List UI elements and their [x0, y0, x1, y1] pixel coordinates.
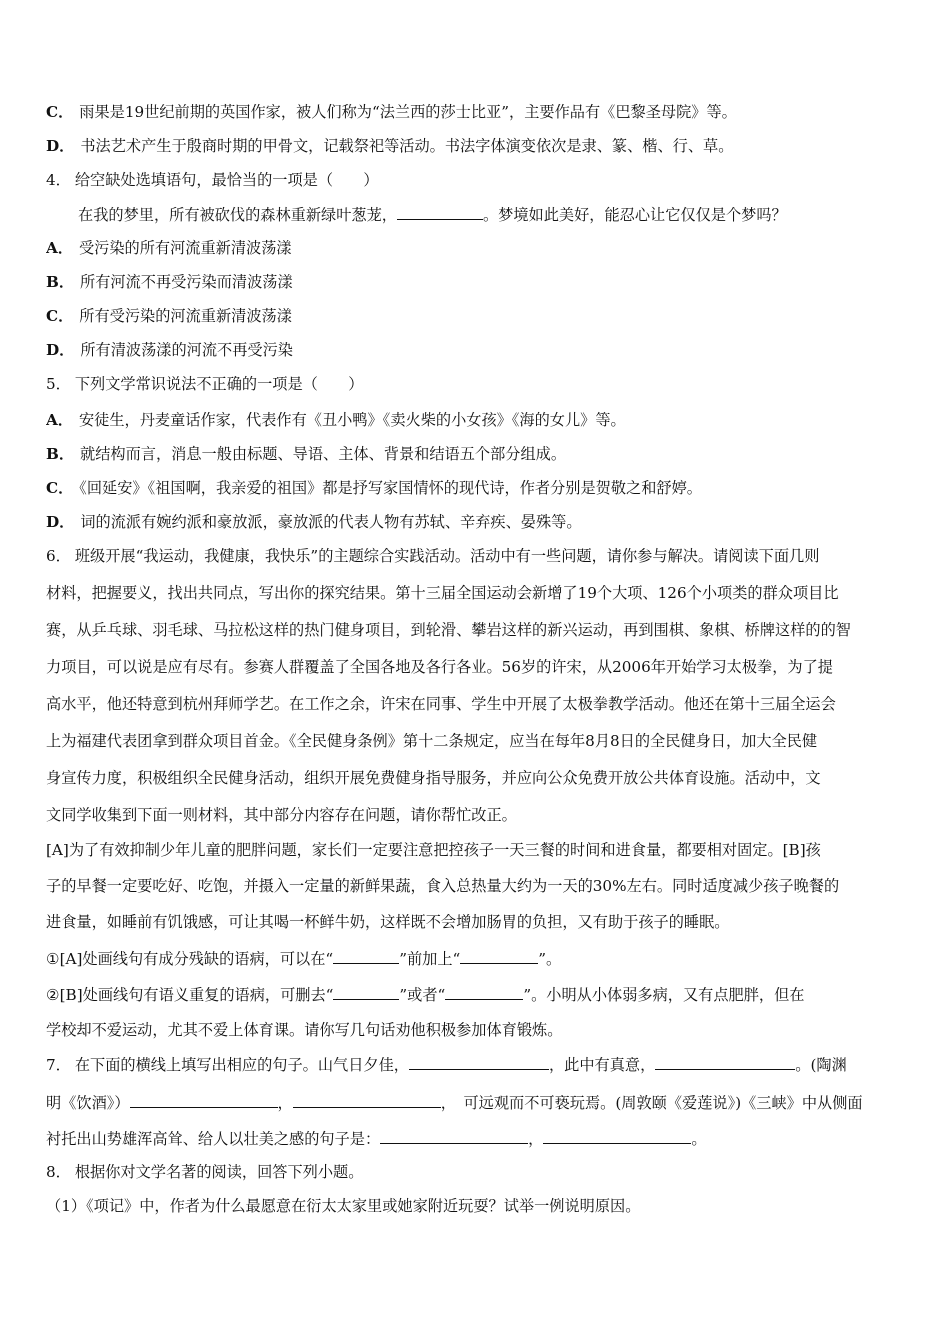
option-label: C． — [46, 479, 74, 497]
q7-line-1 — [46, 1054, 908, 1075]
answer-blank[interactable] — [333, 948, 399, 964]
subquestion-text: ②[B]处画线句有语义重复的语病，可删去“ — [46, 986, 334, 1004]
subquestion-text: ”。小明从小体弱多病，又有点肥胖，但在 — [523, 986, 805, 1004]
question-text: ， 可远观而不可亵玩焉。(周敦颐《爱莲说》)《三峡》中从侧面 — [440, 1094, 863, 1112]
q7-line-2 — [46, 1092, 908, 1113]
question-text: 在下面的横线上填写出相应的句子。山气日夕佳， — [74, 1056, 409, 1074]
answer-blank[interactable] — [460, 948, 538, 964]
subquestion-text: ①[A]处画线句有成分残缺的语病，可以在“ — [46, 950, 334, 968]
q6-paragraph-line: 赛，从乒乓球、羽毛球、马拉松这样的热门健身项目，到轮滑、攀岩这样的新兴运动，再到围棋、象棋、桥牌这样的的智 — [46, 621, 851, 639]
subquestion-text: ”或者“ — [399, 986, 446, 1004]
q6-paragraph-line: 上为福建代表团拿到群众项目首金。《全民健身条例》第十二条规定，应当在每年8月8日的全民健身日，加大全民健 — [46, 732, 818, 750]
option-text: 《回延安》《祖国啊，我亲爱的祖国》都是抒写家国情怀的现代诗，作者分别是贺敬之和舒婷。 — [79, 479, 702, 497]
option-text: 所有清波荡漾的河流不再受污染 — [80, 341, 293, 359]
question-text: ， — [528, 1130, 544, 1148]
option-label: A． — [46, 239, 73, 257]
answer-blank[interactable] — [397, 204, 483, 220]
q6-material-line: 进食量，如睡前有饥饿感，可让其喝一杯鲜牛奶，这样既不会增加肠胃的负担，又有助于孩子的睡眠。 — [46, 913, 730, 931]
q3-option-c — [46, 102, 908, 122]
answer-blank[interactable] — [333, 984, 399, 1000]
q6-subquestion-1 — [46, 948, 908, 969]
question-number: 6． — [46, 547, 71, 565]
q3-option-d — [46, 136, 908, 156]
q4-option-a — [46, 238, 908, 258]
question-number: 5． — [46, 375, 71, 393]
sentence-part-2: 。梦境如此美好，能忍心让它仅仅是个梦吗？ — [482, 206, 787, 224]
option-label: C． — [46, 307, 74, 325]
q4-option-c — [46, 306, 908, 326]
q6-paragraph-line: 力项目，可以说是应有尽有。参赛人群覆盖了全国各地及各行各业。56岁的许宋，从2006年开始学习太极拳，为了提 — [46, 658, 833, 676]
q6-paragraph-line — [46, 546, 908, 566]
option-label: B． — [46, 445, 75, 463]
question-text: 下列文学常识说法不正确的一项是（ ） — [74, 375, 364, 393]
option-label: D． — [46, 341, 75, 359]
sentence-part-1: 在我的梦里，所有被砍伐的森林重新绿叶葱茏， — [78, 206, 397, 224]
q5-option-b — [46, 444, 908, 464]
question-number: 4． — [46, 171, 71, 189]
option-text: 就结构而言，消息一般由标题、导语、主体、背景和结语五个部分组成。 — [80, 445, 567, 463]
question-text: 。(陶渊 — [795, 1056, 847, 1074]
question-text: 衬托出山势雄浑高耸、给人以壮美之感的句子是： — [46, 1130, 381, 1148]
answer-blank[interactable] — [130, 1092, 278, 1108]
question-text: 明《饮酒》） — [46, 1094, 130, 1112]
q4-option-b — [46, 272, 908, 292]
q8-subquestion-1: （1）《项记》中，作者为什么最愿意在衍太太家里或她家附近玩耍？试举一例说明原因。 — [46, 1197, 641, 1215]
option-label: D． — [46, 513, 75, 531]
q5-option-a — [46, 410, 908, 430]
q6-subquestion-2 — [46, 984, 908, 1005]
option-text: 雨果是19世纪前期的英国作家，被人们称为“法兰西的莎士比亚”，主要作品有《巴黎圣母院》等。 — [79, 103, 737, 121]
option-text: 受污染的所有河流重新清波荡漾 — [78, 239, 292, 257]
q6-paragraph-line: 身宣传力度，积极组织全民健身活动，组织开展免费健身指导服务，并应向公众免费开放公共体育设施。活动中，文 — [46, 769, 821, 787]
answer-blank[interactable] — [655, 1054, 795, 1070]
question-text: 根据你对文学名著的阅读，回答下列小题。 — [74, 1163, 364, 1181]
option-label: B． — [46, 273, 75, 291]
answer-blank[interactable] — [293, 1092, 441, 1108]
q8-stem — [46, 1162, 908, 1182]
question-text: ，此中有真意， — [548, 1056, 656, 1074]
question-text: 班级开展“我运动，我健康，我快乐”的主题综合实践活动。活动中有一些问题，请你参与解决。请阅读下面几则 — [74, 547, 820, 565]
option-label: C． — [46, 103, 74, 121]
q6-material-line: [A]为了有效抑制少年儿童的肥胖问题，家长们一定要注意把控孩子一天三餐的时间和进食量，都要相对固定。[B]孩 — [46, 841, 821, 859]
question-number: 8． — [46, 1163, 71, 1181]
q6-paragraph-line: 文同学收集到下面一则材料，其中部分内容存在问题，请你帮忙改正。 — [46, 806, 517, 824]
option-text: 书法艺术产生于殷商时期的甲骨文，记载祭祀等活动。书法字体演变依次是隶、篆、楷、行、草。 — [80, 137, 734, 155]
q5-option-d — [46, 512, 908, 532]
answer-blank[interactable] — [409, 1054, 549, 1070]
question-text: 。 — [691, 1130, 707, 1148]
option-label: A． — [46, 411, 73, 429]
q6-material-line: 子的早餐一定要吃好、吃饱，并摄入一定量的新鲜果蔬，食入总热量大约为一天的30%左右。同时适度减少孩子晚餐的 — [46, 877, 840, 895]
q4-stem — [46, 170, 908, 190]
q7-line-3 — [46, 1128, 908, 1149]
q5-option-c — [46, 478, 908, 498]
q5-stem — [46, 374, 908, 394]
q6-paragraph-line: 高水平，他还特意到杭州拜师学艺。在工作之余，许宋在同事、学生中开展了太极拳教学活动。他还在第十三届全运会 — [46, 695, 836, 713]
answer-blank[interactable] — [445, 984, 523, 1000]
q6-subquestion-2-cont: 学校却不爱运动，尤其不爱上体育课。请你写几句话劝他积极参加体育锻炼。 — [46, 1021, 563, 1039]
option-text: 词的流派有婉约派和豪放派，豪放派的代表人物有苏轼、辛弃疾、晏殊等。 — [80, 513, 582, 531]
q4-sentence — [78, 204, 908, 225]
answer-blank[interactable] — [543, 1128, 691, 1144]
question-number: 7． — [46, 1056, 71, 1074]
option-label: D． — [46, 137, 75, 155]
question-text: 给空缺处选填语句，最恰当的一项是（ ） — [74, 171, 379, 189]
option-text: 所有河流不再受污染而清波荡漾 — [80, 273, 293, 291]
q6-paragraph-line: 材料，把握要义，找出共同点，写出你的探究结果。第十三届全国运动会新增了19个大项、126个小项类的群众项目比 — [46, 584, 839, 602]
option-text: 所有受污染的河流重新清波荡漾 — [79, 307, 292, 325]
subquestion-text: ”。 — [538, 950, 562, 968]
subquestion-text: ”前加上“ — [399, 950, 461, 968]
q4-option-d — [46, 340, 908, 360]
question-text: ， — [277, 1094, 293, 1112]
answer-blank[interactable] — [380, 1128, 528, 1144]
option-text: 安徒生，丹麦童话作家，代表作有《丑小鸭》《卖火柴的小女孩》《海的女儿》等。 — [78, 411, 626, 429]
